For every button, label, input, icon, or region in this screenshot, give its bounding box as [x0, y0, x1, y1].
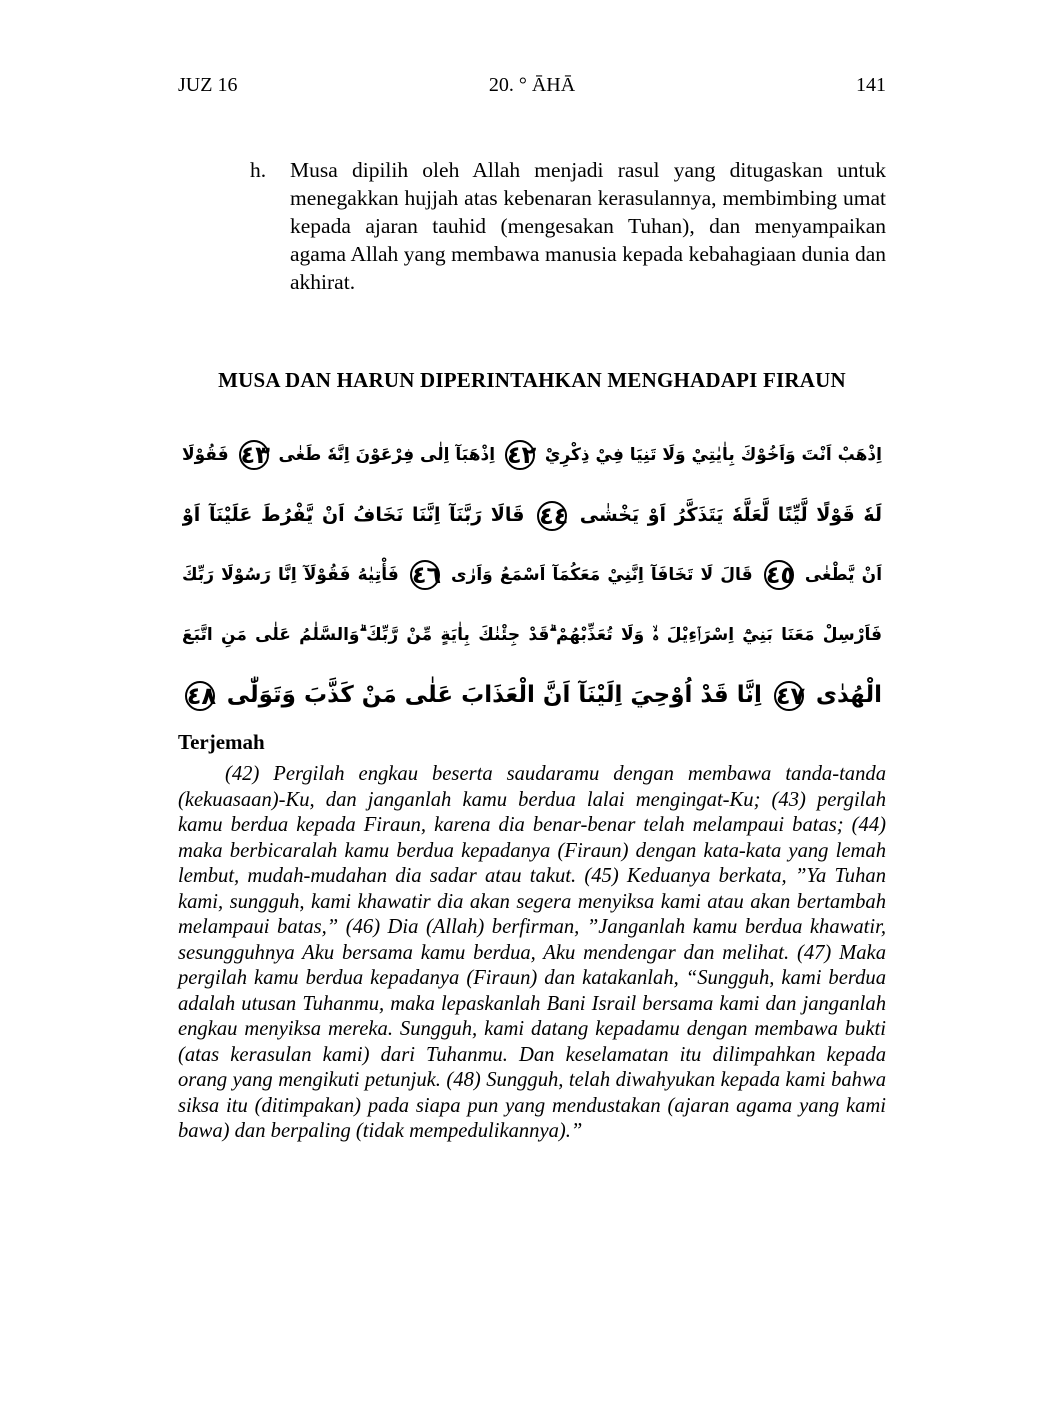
arabic-text: قَالَ لَا تَخَافَآ اِنَّنِيْ مَعَكُمَآ اَسْمَعُ وَاَرٰى	[450, 565, 753, 585]
arabic-text: لَهٗ قَوْلًا لَّيِّنًا لَّعَلَّهٗ يَتَذَكَّرُ اَوْ يَخْشٰى	[579, 504, 882, 526]
arabic-text: اِنَّا قَدْ اُوْحِيَ اِلَيْنَآ اَنَّ الْعَذَابَ عَلٰى مَنْ كَذَّبَ وَتَوَلّٰى	[226, 682, 762, 708]
arabic-text: اَنْ يَّطْغٰى	[804, 565, 882, 585]
list-item-text: Musa dipilih oleh Allah menjadi rasul yang ditugaskan untuk menegakkan hujjah atas kebenaran kerasulannya, membimbing umat kepada ajaran tauhid (mengesakan Tuhan), dan menyampaikan agama Allah yang membawa manusia kepada kebahagiaan dunia dan akhirat.	[290, 158, 886, 294]
arabic-text: فَاَرْسِلْ مَعَنَا بَنِيْٓ اِسْرَاۤءِيْلَ ەۙ وَلَا تُعَذِّبْهُمْ ۗقَدْ جِئْنٰكَ بِاٰيَةٍ مِّنْ رَّبِّكَ ۗوَالسَّلٰمُ عَلٰى مَنِ اتَّبَعَ	[182, 625, 882, 645]
section-title: MUSA DAN HARUN DIPERINTAHKAN MENGHADAPI FIRAUN	[218, 368, 846, 392]
arabic-text: اِذْهَبْ اَنْتَ وَاَخُوْكَ بِاٰيٰتِيْ وَلَا تَنِيَا فِيْ ذِكْرِيْ	[544, 445, 882, 465]
arabic-line	[182, 666, 882, 724]
list-marker: h.	[250, 158, 267, 182]
translation-text: (42) Pergilah engkau beserta saudaramu dengan membawa tanda-tanda (kekuasaan)-Ku, dan janganlah kamu berdua lalai mengingat-Ku; (43) pergilah kamu berdua kepada Firaun, karena dia benar-benar telah melampaui batas; (44) maka berbicaralah kamu berdua kepadanya (Firaun) dengan kata-kata yang lemah lembut, mudah-mudahan dia sadar atau takut. (45) Keduanya berkata, ”Ya Tuhan kami, sungguh, kami khawatir dia akan segera menyiksa kami atau akan bertambah melampaui batas,” (46) Dia (Allah) berfirman, ”Janganlah kamu berdua khawatir, sesungguhnya Aku bersama kamu berdua, Aku mendengar dan melihat. (47) Maka pergilah kamu berdua kepadanya (Firaun) dan katakanlah, “Sungguh, kami berdua adalah utusan Tuhanmu, maka lepaskanlah Bani Israil bersama kami dan janganlah engkau menyiksa mereka. Sungguh, kami datang kepadamu dengan membawa bukti (atas kerasulan kami) dari Tuhanmu. Dan keselamatan itu dilimpahkan kepada orang yang mengikuti petunjuk. (48) Sungguh, telah diwahyukan kepada kami bahwa siksa itu (ditimpakan) pada siapa pun yang mendustakan (ajaran agama yang kami bawa) dan berpaling (tidak mempedulikannya).”	[178, 763, 886, 1142]
list-item	[250, 156, 886, 296]
ayah-number: ٤٨	[186, 681, 216, 710]
arabic-text: قَالَا رَبَّنَآ اِنَّنَا نَخَافُ اَنْ يَّفْرُطَ عَلَيْنَآ اَوْ	[182, 504, 525, 526]
arabic-line	[182, 486, 882, 544]
arabic-text: فَقُوْلَا	[182, 445, 229, 465]
ayah-number: ٤٦	[411, 561, 442, 589]
translation-heading: Terjemah	[178, 730, 265, 754]
arabic-text: الْهُدٰى	[815, 682, 882, 708]
arabic-line	[182, 606, 882, 664]
page-header	[178, 74, 886, 104]
ayah-number: ٤٥	[765, 561, 795, 589]
ayah-number: ٤٣	[240, 441, 270, 469]
ayah-number: ٤٤	[539, 501, 569, 530]
arabic-line	[182, 426, 882, 484]
arabic-line	[182, 546, 882, 604]
arabic-verses	[182, 426, 882, 726]
ayah-number: ٤٧	[775, 681, 806, 710]
translation-block	[178, 762, 886, 1145]
ayah-number: ٤٢	[506, 441, 537, 469]
juz-label: JUZ 16	[178, 74, 238, 96]
surah-label: 20. ° ĀHĀ	[488, 74, 576, 96]
arabic-text: فَأْتِيٰهُ فَقُوْلَآ اِنَّا رَسُوْلَا رَبِّكَ	[182, 565, 399, 585]
page-number: 141	[856, 74, 886, 96]
arabic-text: اِذْهَبَآ اِلٰى فِرْعَوْنَ اِنَّهٗ طَغٰى	[278, 445, 496, 465]
